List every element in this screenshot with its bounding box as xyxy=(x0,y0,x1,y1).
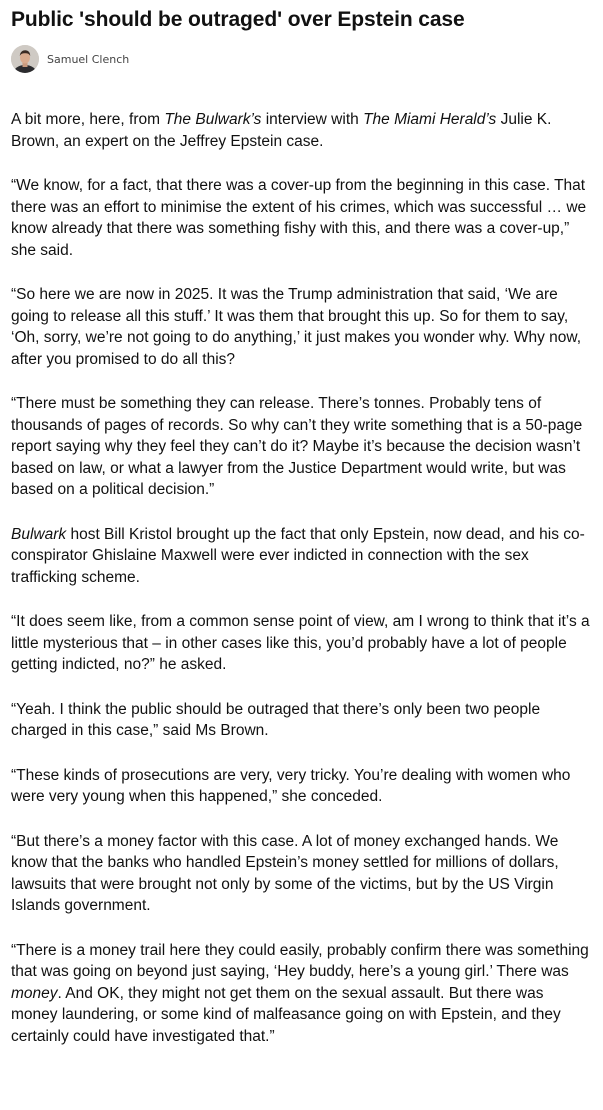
article-paragraph xyxy=(11,699,592,742)
article-paragraph xyxy=(11,284,592,370)
text-run: Julie K. Brown, an expert on the Jeffrey Epstein case. xyxy=(11,111,552,150)
author-name[interactable]: Samuel Clench xyxy=(47,52,130,66)
text-run: “So here we are now in 2025. It was the Trump administration that said, ‘We are going to release all this stuff.’ It was them that brought this up. So for them to say, ‘Oh, sorry, we’re not going to do anything,’ it just makes you wonder why. Why now, after you promised to do all this? xyxy=(11,286,582,368)
article-paragraph xyxy=(11,393,592,501)
byline xyxy=(11,43,592,75)
article-paragraph xyxy=(11,765,592,808)
text-run: “But there’s a money factor with this case. A lot of money exchanged hands. We know that the banks who handled Epstein’s money settled for millions of dollars, lawsuits that were brought not only by some of the victims, but by the US Virgin Islands government. xyxy=(11,832,559,914)
text-run: host Bill Kristol brought up the fact that only Epstein, now dead, and his co-conspirator Ghislaine Maxwell were ever indicted in connection with the sex trafficking scheme. xyxy=(11,525,585,586)
article-body xyxy=(11,109,592,1047)
italic-text-run: money xyxy=(11,984,58,1002)
article-paragraph xyxy=(11,109,592,152)
italic-text-run: The Bulwark’s xyxy=(164,111,262,128)
italic-text-run: The Miami Herald’s xyxy=(363,111,497,128)
text-run: interview with xyxy=(261,111,364,128)
text-run: . And OK, they might not get them on the sexual assault. But there was money laundering, or some kind of malfeasance going on with Epstein, and they certainly could have investigated that.” xyxy=(11,984,561,1045)
person-avatar-icon[interactable] xyxy=(11,45,39,73)
text-run: A bit more, here, from xyxy=(11,111,165,128)
text-run: “There is a money trail here they could easily, probably confirm there was something that was going on beyond just saying, ‘Hey buddy, here’s a young girl.’ There was xyxy=(11,941,589,980)
text-run: “Yeah. I think the public should be outraged that there’s only been two people charged in this case,” said Ms Brown. xyxy=(11,700,541,739)
article-paragraph xyxy=(11,611,592,676)
text-run: “There must be something they can release. There’s tonnes. Probably tens of thousands of pages of records. So why can’t they write something that is a 50-page report saying why they feel they can’t do it? Maybe it’s because the decision wasn’t based on law, or what a lawyer from the Justice Department would write, but was based on a political decision.” xyxy=(11,395,583,498)
article-paragraph xyxy=(11,940,592,1048)
article-headline: Public 'should be outraged' over Epstein case xyxy=(11,8,465,31)
text-run: “It does seem like, from a common sense point of view, am I wrong to think that it’s a little mysterious that – in other cases like this, you’d probably have a lot of people getting indicted, no?” he asked. xyxy=(11,613,590,673)
italic-text-run: Bulwark xyxy=(11,525,67,543)
article-paragraph xyxy=(11,831,592,917)
article-paragraph xyxy=(11,175,592,261)
article-paragraph xyxy=(11,524,592,589)
text-run: “We know, for a fact, that there was a cover-up from the beginning in this case. That there was an effort to minimise the extent of his crimes, which was successful … we know already that there was something fishy with this, and there was a cover-up,” she said. xyxy=(11,177,587,259)
text-run: “These kinds of prosecutions are very, very tricky. You’re dealing with women who were very young when this happened,” she conceded. xyxy=(11,766,571,805)
